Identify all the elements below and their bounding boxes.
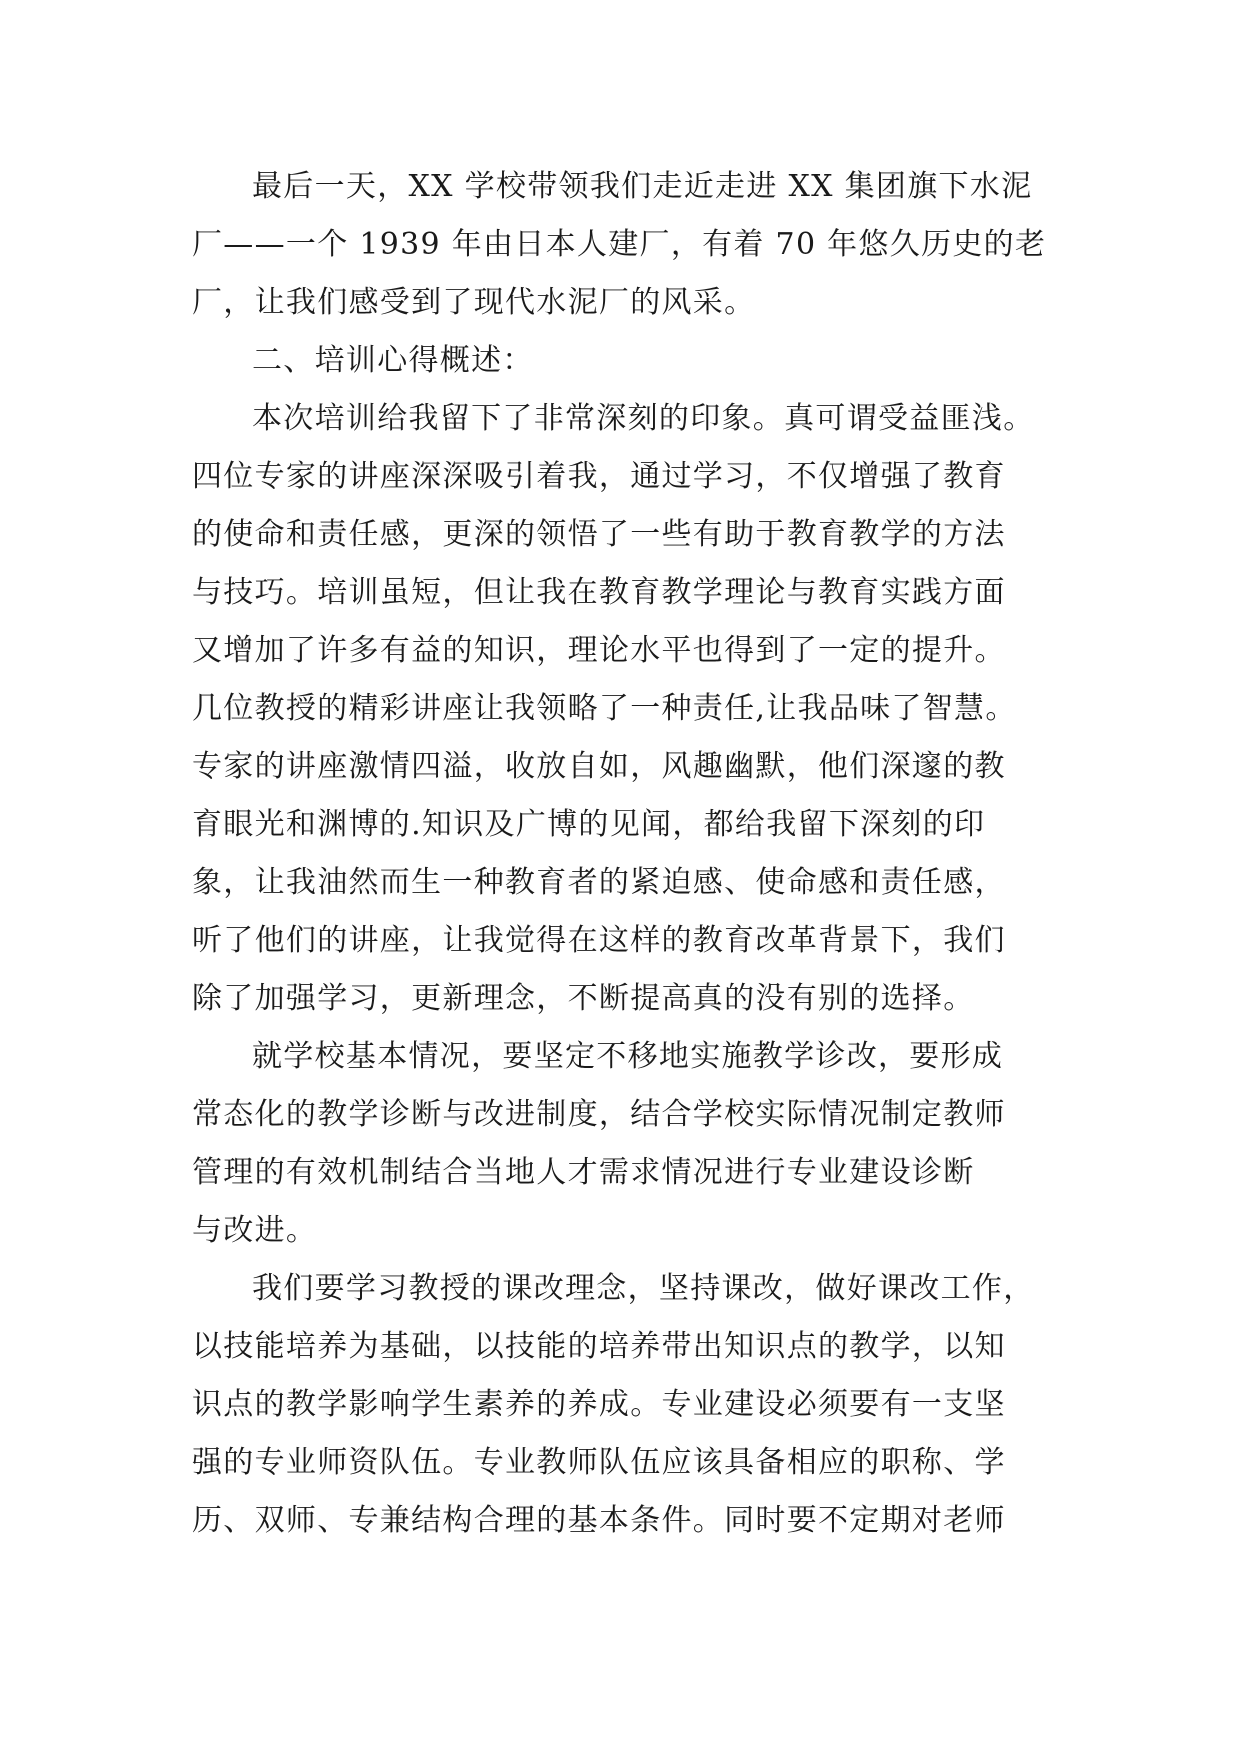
text-line: 专家的讲座激情四溢，收放自如，风趣幽默，他们深邃的教 xyxy=(192,749,1006,784)
text-line: 与技巧。培训虽短，但让我在教育教学理论与教育实践方面 xyxy=(192,575,1006,610)
text-line: 厂——一个 1939 年由日本人建厂，有着 70 年悠久历史的老 xyxy=(192,227,1047,262)
text-line: 最后一天，XX 学校带领我们走近走进 XX 集团旗下水泥 xyxy=(252,169,1033,204)
text-line: 象，让我油然而生一种教育者的紧迫感、使命感和责任感， xyxy=(192,865,1006,900)
text-line: 本次培训给我留下了非常深刻的印象。真可谓受益匪浅。 xyxy=(252,401,1035,436)
document-body xyxy=(192,158,1072,1550)
paragraph-2 xyxy=(192,390,1072,1028)
paragraph-4 xyxy=(192,1260,1072,1550)
text-line: 听了他们的讲座，让我觉得在这样的教育改革背景下，我们 xyxy=(192,923,1006,958)
section-heading xyxy=(192,332,1072,390)
text-line: 识点的教学影响学生素养的养成。专业建设必须要有一支坚 xyxy=(192,1387,1006,1422)
text-line: 与改进。 xyxy=(192,1213,318,1248)
text-line: 就学校基本情况，要坚定不移地实施教学诊改，要形成 xyxy=(252,1039,1004,1074)
text-line: 四位专家的讲座深深吸引着我，通过学习，不仅增强了教育 xyxy=(192,459,1006,494)
paragraph-3 xyxy=(192,1028,1072,1260)
text-line: 育眼光和渊博的.知识及广博的见闻，都给我留下深刻的印 xyxy=(192,807,986,842)
paragraph-1 xyxy=(192,158,1072,332)
text-line: 的使命和责任感，更深的领悟了一些有助于教育教学的方法 xyxy=(192,517,1006,552)
text-line: 厂，让我们感受到了现代水泥厂的风采。 xyxy=(192,285,756,320)
text-line: 我们要学习教授的课改理念，坚持课改，做好课改工作， xyxy=(252,1271,1035,1306)
text-line: 除了加强学习，更新理念，不断提高真的没有别的选择。 xyxy=(192,981,975,1016)
heading-line: 二、培训心得概述： xyxy=(252,343,534,378)
text-line: 常态化的教学诊断与改进制度，结合学校实际情况制定教师 xyxy=(192,1097,1006,1132)
text-line: 又增加了许多有益的知识，理论水平也得到了一定的提升。 xyxy=(192,633,1006,668)
text-line: 以技能培养为基础，以技能的培养带出知识点的教学，以知 xyxy=(192,1329,1006,1364)
text-line: 强的专业师资队伍。专业教师队伍应该具备相应的职称、学 xyxy=(192,1445,1006,1480)
text-line: 管理的有效机制结合当地人才需求情况进行专业建设诊断 xyxy=(192,1155,975,1190)
text-line: 历、双师、专兼结构合理的基本条件。同时要不定期对老师 xyxy=(192,1503,1006,1538)
text-line: 几位教授的精彩讲座让我领略了一种责任,让我品味了智慧。 xyxy=(192,691,1017,726)
